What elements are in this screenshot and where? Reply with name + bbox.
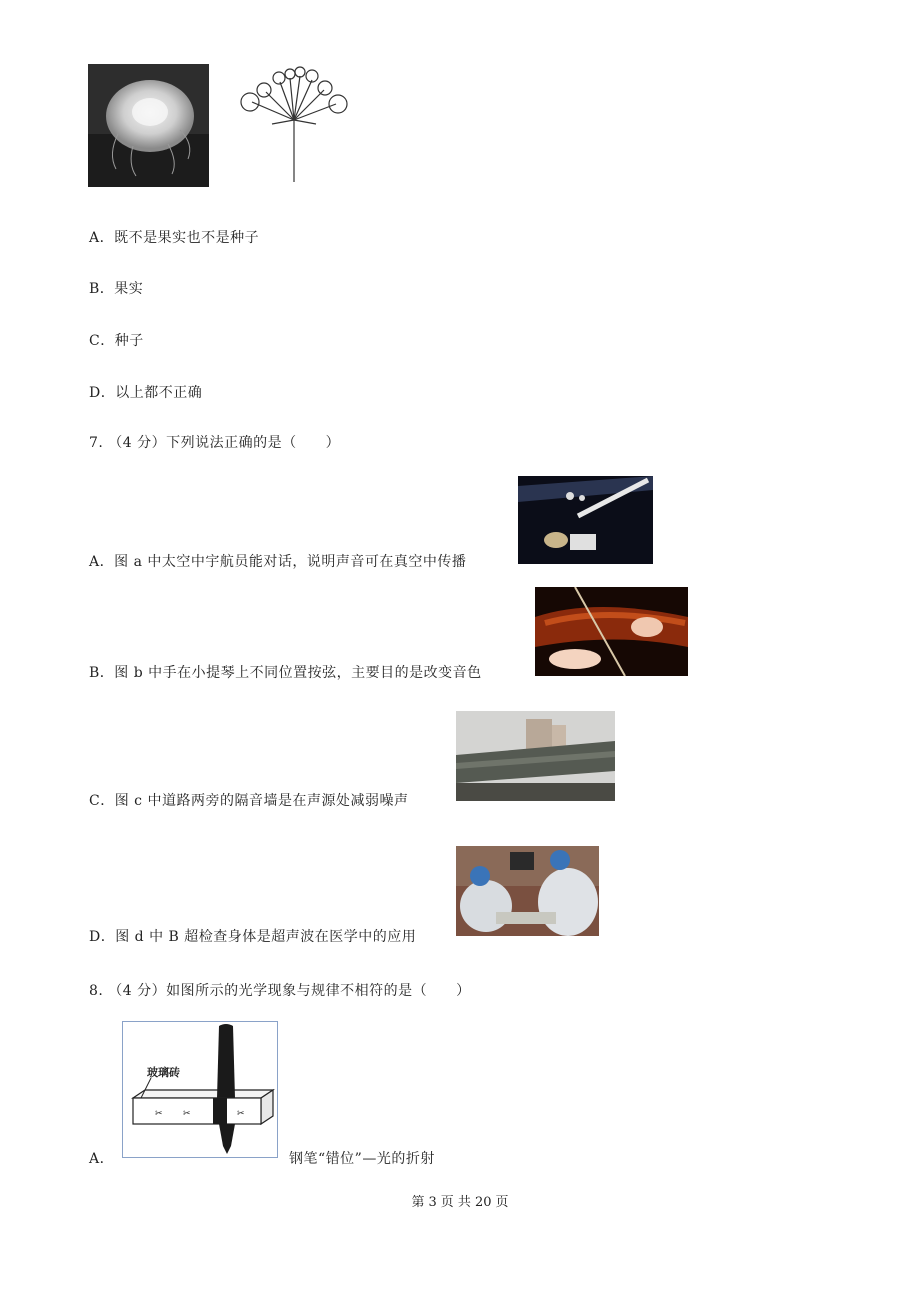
q8-option-a-letter[interactable]: A． (89, 1151, 115, 1167)
option-text: 果实 (114, 281, 144, 297)
option-letter: C． (89, 333, 115, 349)
option-text: 图 b 中手在小提琴上不同位置按弦，主要目的是改变音色 (114, 665, 482, 681)
page-footer (0, 1191, 920, 1210)
sound-barrier-photo (456, 711, 615, 801)
option-text: 图 a 中太空中宇航员能对话，说明声音可在真空中传播 (114, 554, 467, 570)
q6-option-b[interactable] (89, 278, 143, 298)
glass-brick-pen-diagram (122, 1021, 278, 1158)
violin-photo (535, 587, 688, 676)
ultrasound-exam-photo (456, 846, 599, 936)
q7-stem: 7. （4 分）下列说法正确的是（ ） (89, 435, 341, 451)
option-letter: A． (89, 230, 115, 246)
option-text: 图 c 中道路两旁的隔音墙是在声源处减弱噪声 (114, 793, 409, 809)
option-letter: C． (89, 793, 115, 809)
footer-total-pages: 20 (474, 1195, 492, 1210)
q7-option-d[interactable] (89, 926, 416, 946)
footer-mid: 页 共 (440, 1195, 471, 1210)
option-text: 图 d 中 B 超检查身体是超声波在医学中的应用 (115, 929, 417, 945)
option-text: 种子 (114, 333, 144, 349)
q6-option-d[interactable] (89, 382, 202, 402)
q7-option-b[interactable] (89, 662, 482, 682)
q6-option-a[interactable] (89, 227, 259, 247)
option-letter: A． (89, 554, 115, 570)
svg-text:✂: ✂ (237, 1109, 245, 1119)
svg-text:✂: ✂ (183, 1109, 191, 1119)
option-letter: B． (89, 281, 115, 297)
astronaut-photo (518, 476, 653, 564)
svg-text:✂: ✂ (155, 1109, 163, 1119)
q6-option-c[interactable] (89, 330, 144, 350)
option-letter: B． (89, 665, 115, 681)
q7-option-a[interactable] (89, 551, 466, 571)
q8-option-a-text: 钢笔“错位”—光的折射 (289, 1151, 435, 1167)
q8-stem: 8. （4 分）如图所示的光学现象与规律不相符的是（ ） (89, 983, 471, 999)
option-letter: D． (89, 385, 116, 401)
footer-page-number: 3 (428, 1195, 437, 1210)
footer-suffix: 页 (495, 1195, 509, 1210)
option-letter: D． (89, 929, 116, 945)
inflorescence-diagram (238, 64, 350, 184)
q7-option-c[interactable] (89, 790, 408, 810)
footer-prefix: 第 (411, 1195, 425, 1210)
glass-brick-label: 玻璃砖 (147, 1066, 180, 1079)
option-text: 以上都不正确 (115, 385, 203, 401)
option-text: 既不是果实也不是种子 (114, 230, 260, 246)
chrysanthemum-photo (88, 64, 209, 187)
